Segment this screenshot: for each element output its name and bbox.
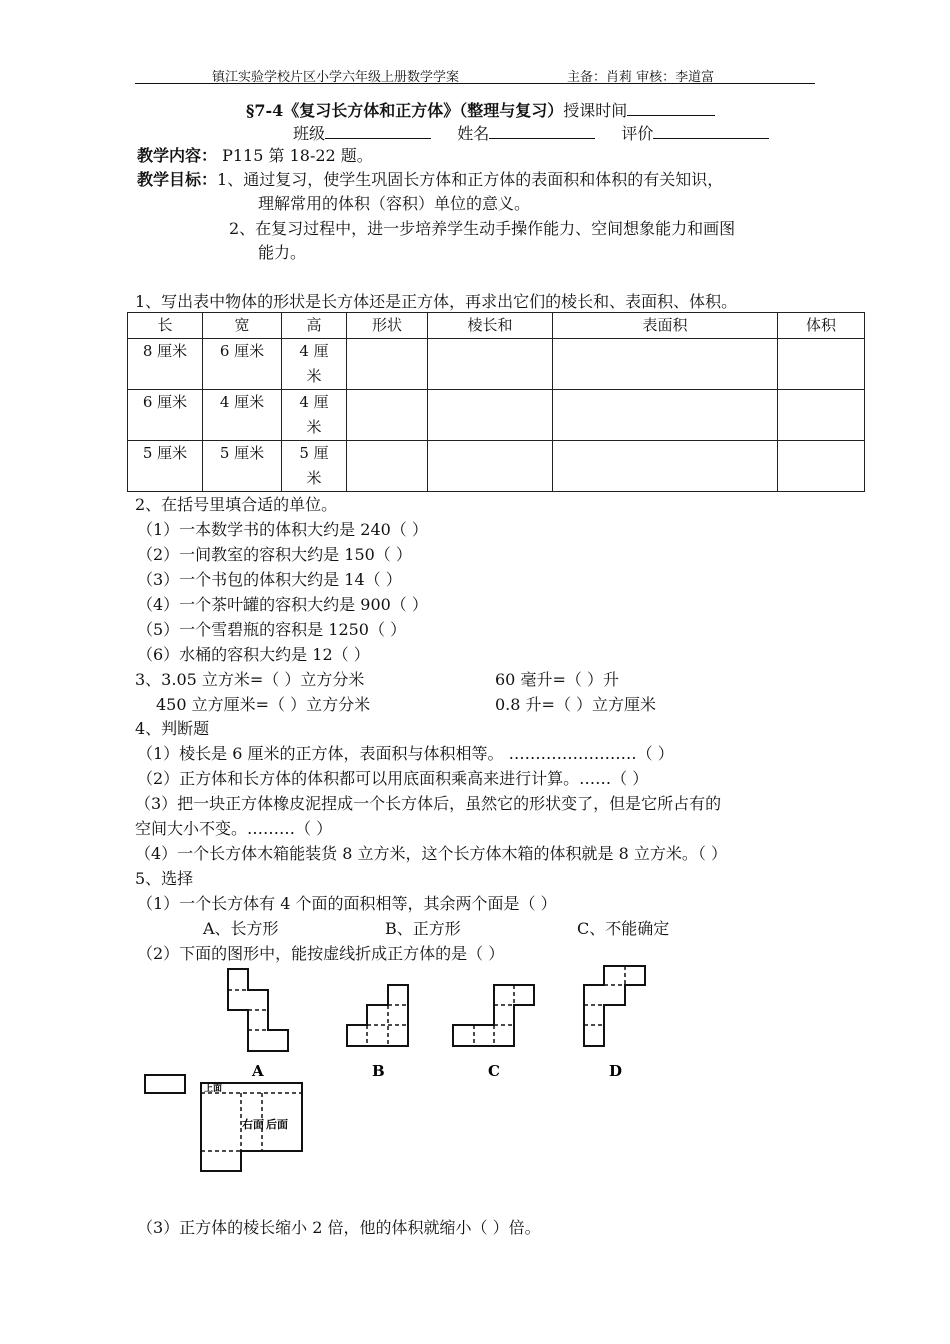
net-c xyxy=(453,985,534,1046)
content-text: P115 第 18-22 题。 xyxy=(222,146,373,165)
q4-prompt: 4、判断题 xyxy=(135,719,210,738)
q2-item-6: （6）水桶的容积大约是 12（ ） xyxy=(137,645,370,664)
cell-height-b: 米 xyxy=(306,418,322,436)
q4-item-4: （4）一个长方体木箱能装货 8 立方米，这个长方体木箱的体积就是 8 立方米。（ ） xyxy=(135,844,727,863)
q3-item-b: 60 毫升=（ ）升 xyxy=(495,670,619,689)
q5-sub-3: （3）正方体的棱长缩小 2 倍，他的体积就缩小（ ）倍。 xyxy=(137,1218,541,1237)
goals-label: 教学目标： xyxy=(137,170,218,189)
q2-item-1: （1）一本数学书的体积大约是 240（ ） xyxy=(137,520,428,539)
net-label-back: 后面 xyxy=(266,1118,288,1131)
cell-width: 5 厘米 xyxy=(203,441,282,492)
q1-prompt: 1、写出表中物体的形状是长方体还是正方体，再求出它们的棱长和、表面积、体积。 xyxy=(135,292,738,311)
cell-height-a: 4 厘 xyxy=(299,342,329,360)
name-label: 姓名 xyxy=(457,124,490,143)
fig-label-c: C xyxy=(488,1062,500,1080)
q4-item-2: （2）正方体和长方体的体积都可以用底面积乘高来进行计算。……（ ） xyxy=(137,769,649,788)
content-label: 教学内容： xyxy=(137,146,218,165)
net-b xyxy=(347,985,408,1046)
header-volume: 体积 xyxy=(778,313,865,339)
time-label: 授课时间 xyxy=(563,101,628,120)
net-label-top: 上面 xyxy=(204,1084,223,1094)
q3-item-c: 450 立方厘米=（ ）立方分米 xyxy=(156,695,371,714)
title-main: §7-4《复习长方体和正方体》（整理与复习） xyxy=(246,101,564,120)
header-author: 主备：肖莉 审核：李道富 xyxy=(567,70,715,85)
goal-1-line-2: 理解常用的体积（容积）单位的意义。 xyxy=(258,194,531,213)
cell-width: 6 厘米 xyxy=(203,339,282,390)
q2-item-5: （5）一个雪碧瓶的容积是 1250（ ） xyxy=(137,620,407,639)
q5-sub-1: （1）一个长方体有 4 个面的面积相等，其余两个面是（ ） xyxy=(137,894,557,913)
q5-option-a: A、长方形 xyxy=(203,919,279,938)
q5-option-c: C、不能确定 xyxy=(577,919,670,938)
header-surface-area: 表面积 xyxy=(553,313,778,339)
cell-length: 8 厘米 xyxy=(128,339,203,390)
q5-option-b: B、正方形 xyxy=(385,919,461,938)
q3-item-a: 3、3.05 立方米=（ ）立方分米 xyxy=(135,670,365,689)
header-edge-sum: 棱长和 xyxy=(428,313,553,339)
header-length: 长 xyxy=(128,313,203,339)
fig-label-d: D xyxy=(609,1062,623,1080)
cell-height-a: 5 厘 xyxy=(299,444,329,462)
net-d xyxy=(584,966,645,1046)
cell-length: 5 厘米 xyxy=(128,441,203,492)
q4-item-3-cont: 空间大小不变。………（ ） xyxy=(135,819,333,838)
cell-height-a: 4 厘 xyxy=(299,393,329,411)
cell-height-b: 米 xyxy=(306,469,322,487)
goal-2-line-2: 能力。 xyxy=(258,243,307,262)
cell-height-b: 米 xyxy=(306,367,322,385)
q2-item-4: （4）一个茶叶罐的容积大约是 900（ ） xyxy=(137,595,428,614)
q5-sub-2: （2）下面的图形中，能按虚线折成正方体的是（ ） xyxy=(137,944,505,963)
net-label-right: 右面 xyxy=(242,1118,264,1131)
class-label: 班级 xyxy=(293,124,326,143)
eval-label: 评价 xyxy=(621,124,654,143)
fig-label-b: B xyxy=(372,1062,385,1080)
q2-item-2: （2）一间教室的容积大约是 150（ ） xyxy=(137,545,412,564)
q4-item-1: （1）棱长是 6 厘米的正方体，表面积与体积相等。 ……………………（ ） xyxy=(137,744,674,763)
header-height: 高 xyxy=(282,313,347,339)
fig-label-a: A xyxy=(252,1062,264,1080)
goal-1-line-1: 1、通过复习，使学生巩固长方体和正方体的表面积和体积的有关知识， xyxy=(217,170,724,189)
cell-length: 6 厘米 xyxy=(128,390,203,441)
q4-item-3: （3）把一块正方体橡皮泥捏成一个长方体后，虽然它的形状变了，但是它所占有的 xyxy=(135,794,722,813)
q2-prompt: 2、在括号里填合适的单位。 xyxy=(135,495,338,514)
q3-item-d: 0.8 升=（ ）立方厘米 xyxy=(495,695,657,714)
cell-width: 4 厘米 xyxy=(203,390,282,441)
q2-item-3: （3）一个书包的体积大约是 14（ ） xyxy=(137,570,402,589)
q5-prompt: 5、选择 xyxy=(135,869,194,888)
header-school: 镇江实验学校片区小学六年级上册数学学案 xyxy=(212,70,460,85)
header-width: 宽 xyxy=(203,313,282,339)
header-shape: 形状 xyxy=(347,313,428,339)
goal-2-line-1: 2、在复习过程中，进一步培养学生动手操作能力、空间想象能力和画图 xyxy=(229,219,736,238)
